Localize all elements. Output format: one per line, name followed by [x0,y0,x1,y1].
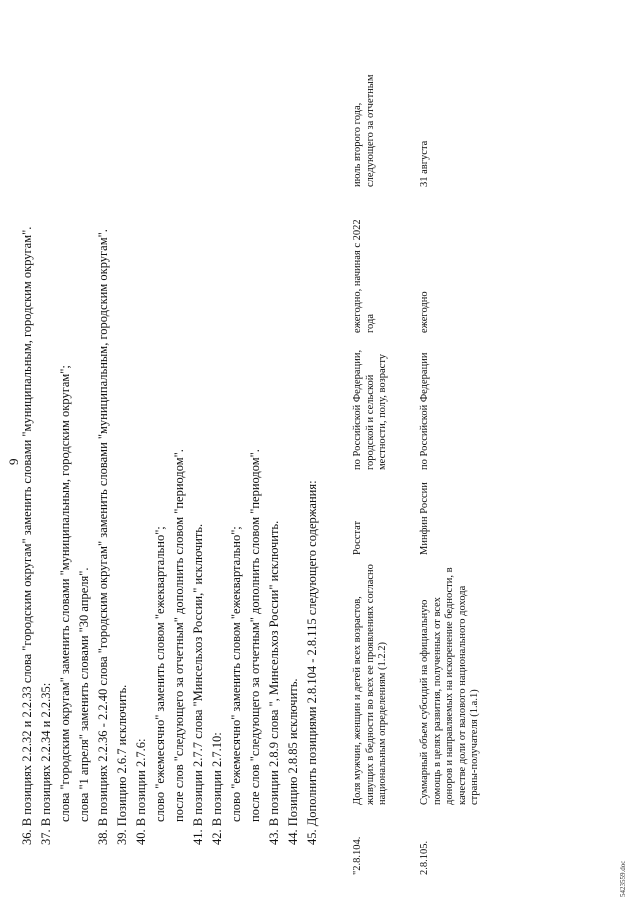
page-number: 9 [6,458,21,465]
text-line: после слов "следующего за отчетным" дополнить словом "периодом". [248,449,262,822]
table-cell-indicator: Доля мужчин, женщин и детей всех возрастов, живущих в бедности во всех ее проявлениях согласно национальным определениям (1.2.2) [352,564,388,805]
file-name-footer: 5423559.doc [619,860,627,897]
table-cell-frequency: ежегодно, начиная с 2022 года [352,219,376,333]
text-line: 45. Дополнить позициями 2.8.104 - 2.8.115 следующего содержания: [305,480,319,845]
table-cell-agency: Минфин России [419,482,430,555]
text-line: 36. В позициях 2.2.32 и 2.2.33 слова "городским округам" заменить словами "муниципальным, городским округам". [20,226,34,845]
text-line: 39. Позицию 2.6.7 исключить. [115,684,129,845]
text-line: 40. В позиции 2.7.6: [134,738,148,845]
table-cell-breakdown: по Российской Федерации, городской и сельской местности, полу, возрасту [352,349,388,470]
text-line: слово "ежемесячно" заменить словом "ежеквартально"; [153,526,167,822]
text-line: 43. В позиции 2.8.9 слова ", Минсельхоз России" исключить. [267,520,281,845]
text-line: 37. В позициях 2.2.34 и 2.2.35: [39,682,53,845]
text-line: 41. В позиции 2.7.7 слова "Минсельхоз России," исключить. [191,523,205,845]
text-line: 42. В позиции 2.7.10: [210,732,224,845]
table-cell-deadline: июль второго года, следующего за отчетным [352,74,376,187]
table-cell-agency: Росстат [352,520,363,555]
table-cell-deadline: 31 августа [419,140,430,187]
table-cell-number: 2.8.105. [419,840,430,875]
text-line: слова "1 апреля" заменить словами "30 апреля". [77,567,91,822]
text-line: слова "городским округам" заменить словами "муниципальным, городским округам"; [58,365,72,822]
text-line: после слов "следующего за отчетным" дополнить словом "периодом". [172,449,186,822]
table-cell-indicator: Суммарный объем субсидий на официальную помощь в целях развития, полученных от всех доноров и направляемых на искоренение бедности, в качестве доли от валового национального дохода страны-получателя (1.a.1) [419,567,480,805]
table-cell-frequency: ежегодно [419,291,430,333]
text-line: 44. Позицию 2.8.85 исключить. [286,678,300,845]
text-line: 38. В позициях 2.2.36 - 2.2.40 слова "городским округам" заменить словами "муниципальным, городским округам". [96,229,110,845]
table-cell-number: "2.8.104. [352,836,363,875]
text-line: слово "ежемесячно" заменить словом "ежеквартально"; [229,526,243,822]
table-cell-breakdown: по Российской Федерации [419,352,430,470]
